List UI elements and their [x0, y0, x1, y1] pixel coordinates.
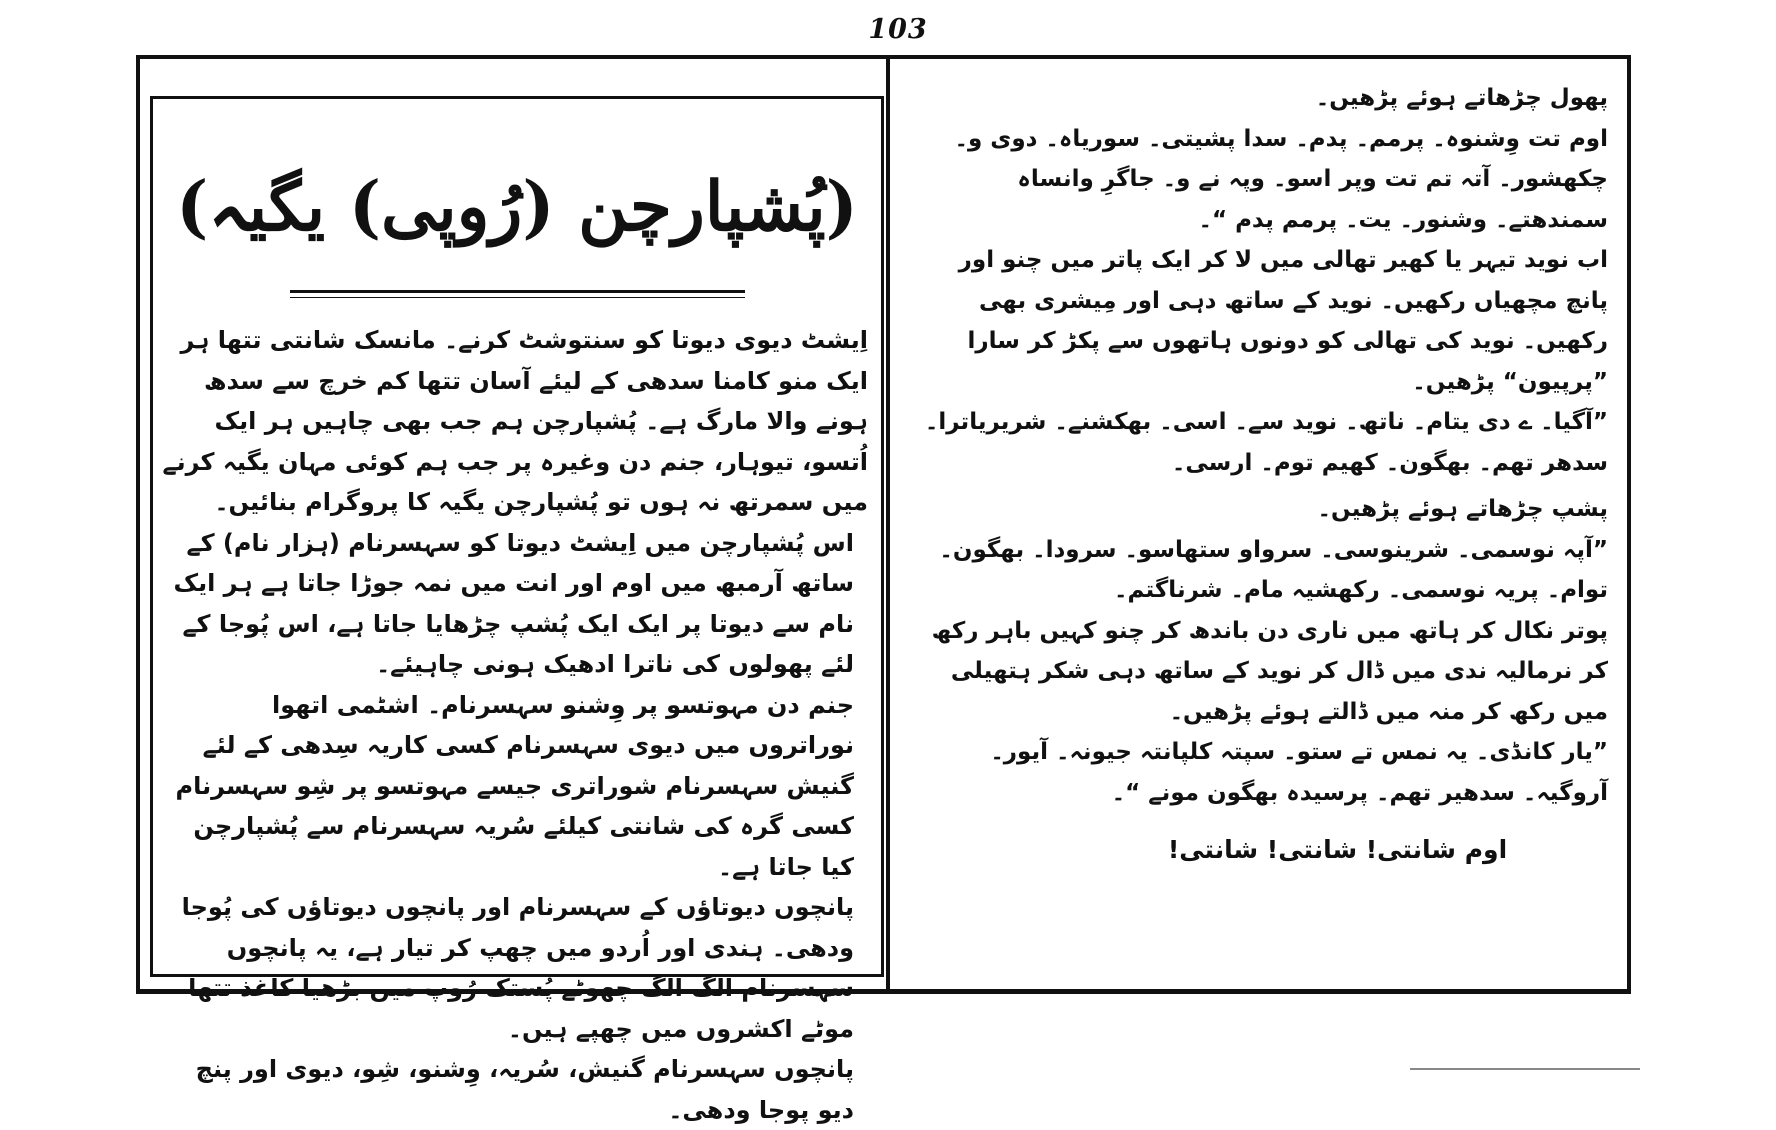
- title-block: [150, 100, 884, 320]
- right-paragraph: پوتر نکال کر ہاتھ میں ناری دن باندھ کر چنو کہیں باہر رکھ کر نرمالیہ ندی میں ڈال کر نوید کے ساتھ دہی شکر ہتھیلی میں رکھ کر منہ میں ڈالتے ہوئے پڑھیں۔: [931, 617, 1608, 725]
- column-divider: [886, 55, 890, 994]
- closing-invocation: اوم شانتی! شانتی! شانتی!: [1167, 835, 1508, 864]
- left-paragraph: جنم دن مہوتسو پر وِشنو سہسرنام۔ اشٹمی اتھوا نوراتروں میں دیوی سہسرنام کسی کاریہ سِدھی کے لئے گنیش سہسرنام شوراتری جیسے مہوتسو پر شِو سہسرنام کسی گرہ کی شانتی کیلئے سُریہ سہسرنام سے پُشپارچن کیا جاتا ہے۔: [175, 690, 854, 881]
- left-column: [150, 100, 884, 1130]
- right-column: [905, 78, 1620, 864]
- footer-rule: [1410, 1068, 1640, 1070]
- right-paragraph: پھول چڑھاتے ہوئے پڑھیں۔: [1315, 85, 1608, 111]
- right-paragraph: اوم تت وِشنوہ۔ پرمم۔ پدم۔ سدا پشیتی۔ سوریاہ۔ دوی و۔ چکھشور۔ آتہ تم تت وپر اسو۔ وپہ نے و۔ جاگرِ وانساہ سمندھتے۔ وشنور۔ یت۔ پرمم پدم “۔: [954, 125, 1608, 233]
- title-underline: [290, 290, 745, 298]
- left-paragraph: اس پُشپارچن میں اِیشٹ دیوتا کو سہسرنام (ہزار نام) کے ساتھ آرمبھ میں اوم اور انت میں نمہ جوڑا جاتا ہے ہر ایک نام سے دیوتا پر ایک ایک پُشپ چڑھایا جاتا ہے، اس پُوجا کے لئے پھولوں کی ناترا ادھیک ہونی چاہیئے۔: [173, 528, 854, 678]
- left-paragraph: پانچوں سہسرنام گنیش، سُریہ، وِشنو، شِو، دیوی اور پنچ دیو پوجا ودھی۔: [195, 1055, 854, 1124]
- right-paragraph: پشپ چڑھاتے ہوئے پڑھیں۔: [1317, 496, 1608, 522]
- article-title: (پُشپارچن (رُوپی) یگیہ): [176, 167, 858, 247]
- right-paragraph: ”یار کانڈی۔ یہ نمس تے ستو۔ سپتہ کلپانتہ جیونہ۔ آیور۔ آروگیہ۔ سدھیر تھم۔ پرسیدہ بھگون مونے “۔: [990, 739, 1608, 806]
- page-number: 103: [868, 14, 928, 45]
- right-paragraph: ”آپہ نوسمی۔ شرینوسی۔ سرواو ستھاسو۔ سرودا۔ بھگون۔ توام۔ پریہ نوسمی۔ رکھشیہ مام۔ شرناگتم۔: [939, 536, 1608, 603]
- right-paragraph: ”آگیا۔ ے دی یتام۔ ناتھ۔ نوید سے۔ اسی۔ بھکشنے۔ شریریاترا۔ سدھر تھم۔ بھگون۔ کھیم توم۔ ارسی۔: [924, 409, 1608, 476]
- left-paragraph: پانچوں دیوتاؤں کے سہسرنام اور پانچوں دیوتاؤں کی پُوجا ودھی۔ ہندی اور اُردو میں چھپ کر تیار ہے، یہ پانچوں سہسرنام الگ الگ چھوٹے پُستک رُوپ میں بڑھیا کاغذ تتھا موٹے اکشروں میں چھپے ہیں۔: [181, 893, 854, 1043]
- left-paragraph: اِیشٹ دیوی دیوتا کو سنتوشٹ کرنے۔ مانسک شانتی تتھا ہر ایک منو کامنا سدھی کے لیئے آسان تتھا کم خرچ سے سدھ ہونے والا مارگ ہے۔ پُشپارچن ہم جب بھی چاہیں ہر ایک اُتسو، تیوہار، جنم دن وغیرہ پر جب ہم کوئی مہان یگیہ کرنے میں سمرتھ نہ ہوں تو پُشپارچن یگیہ کا پروگرام بنائیں۔: [162, 326, 868, 516]
- right-paragraph: اب نوید تیہر یا کھیر تھالی میں لا کر ایک پاتر میں چنو اور پانچ مچھیاں رکھیں۔ نوید کے ساتھ دہی اور مِیشری بھی رکھیں۔ نوید کی تھالی کو دونوں ہاتھوں سے پکڑ کر سارا ”پرپیون“ پڑھیں۔: [958, 247, 1608, 395]
